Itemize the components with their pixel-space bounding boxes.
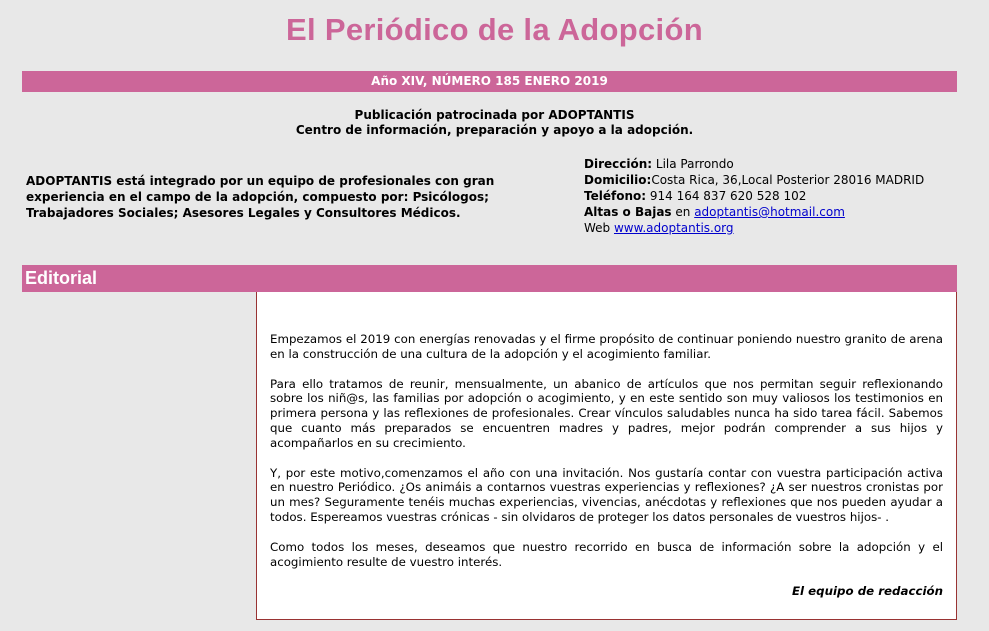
editorial-paragraph: Para ello tratamos de reunir, mensualmente, un abanico de artículos que nos permitan seguir reflexionando sobre los niñ@s, las familias por adopción o acogimiento, y en este sentido son muy valiosos los testimonios en primera persona y las reflexiones de profesionales. Crear vínculos saludables nunca ha sido tarea fácil. Sabemos que cuanto más preparados se encuentren madres y padres, mejor podrán comprender a sus hijos y acompañarlos en su crecimiento. <box>270 376 943 450</box>
telefono-label: Teléfono: <box>584 189 647 203</box>
direccion-value: Lila Parrondo <box>652 157 734 171</box>
editorial-signature: El equipo de redacción <box>791 584 943 599</box>
web-label: Web <box>584 221 614 235</box>
email-link[interactable]: adoptantis@hotmail.com <box>694 205 845 219</box>
editorial-paragraph: Empezamos el 2019 con energías renovadas y el firme propósito de continuar poniendo nuestro granito de arena en la construcción de una cultura de la adopción y el acogimiento familiar. <box>270 332 943 361</box>
telefono-value: 914 164 837 620 528 102 <box>646 189 807 203</box>
editorial-paragraph: Como todos los meses, deseamos que nuestro recorrido en busca de información sobre la adopción y el acogimiento resulte de vuestro interés. <box>270 539 943 569</box>
contact-web <box>584 220 964 236</box>
domicilio-label: Domicilio: <box>584 173 652 187</box>
altas-connector: en <box>671 205 695 219</box>
contact-block <box>584 156 964 236</box>
page-title: El Periódico de la Adopción <box>286 12 703 47</box>
sponsor-tagline: Centro de información, preparación y apoyo a la adopción. <box>295 123 694 137</box>
sponsor-line: Publicación patrocinada por ADOPTANTIS <box>354 108 635 122</box>
website-link[interactable]: www.adoptantis.org <box>613 221 734 235</box>
domicilio-value: Costa Rica, 36,Local Posterior 28016 MADRID <box>651 173 925 187</box>
contact-direccion <box>584 156 964 172</box>
editorial-heading: Editorial <box>22 265 957 292</box>
issue-banner: Año XIV, NÚMERO 185 ENERO 2019 <box>22 71 957 92</box>
about-text: ADOPTANTIS está integrado por un equipo de profesionales con gran experiencia en el campo de la adopción, compuesto por: Psicólogos; Trabajadores Sociales; Asesores Legales y Consultores Médicos. <box>26 174 495 220</box>
altas-label: Altas o Bajas <box>584 205 672 219</box>
contact-telefono <box>584 188 964 204</box>
contact-domicilio <box>584 172 964 188</box>
editorial-paragraph: Y, por este motivo,comenzamos el año con una invitación. Nos gustaría contar con vuestra participación activa en nuestro Periódico. ¿Os animáis a contarnos vuestras experiencias y reflexiones? ¿A ser nuestros cronistas por un mes? Seguramente tenéis muchas experiencias, vivencias, anécdotas y reflexiones que nos pueden ayudar a todos. Espereamos vuestras crónicas - sin olvidaros de proteger los datos personales de vuestros hijos- . <box>270 465 943 524</box>
direccion-label: Dirección: <box>584 157 653 171</box>
editorial-content <box>256 292 957 620</box>
contact-altas <box>584 204 964 220</box>
sponsor-block <box>0 108 989 138</box>
